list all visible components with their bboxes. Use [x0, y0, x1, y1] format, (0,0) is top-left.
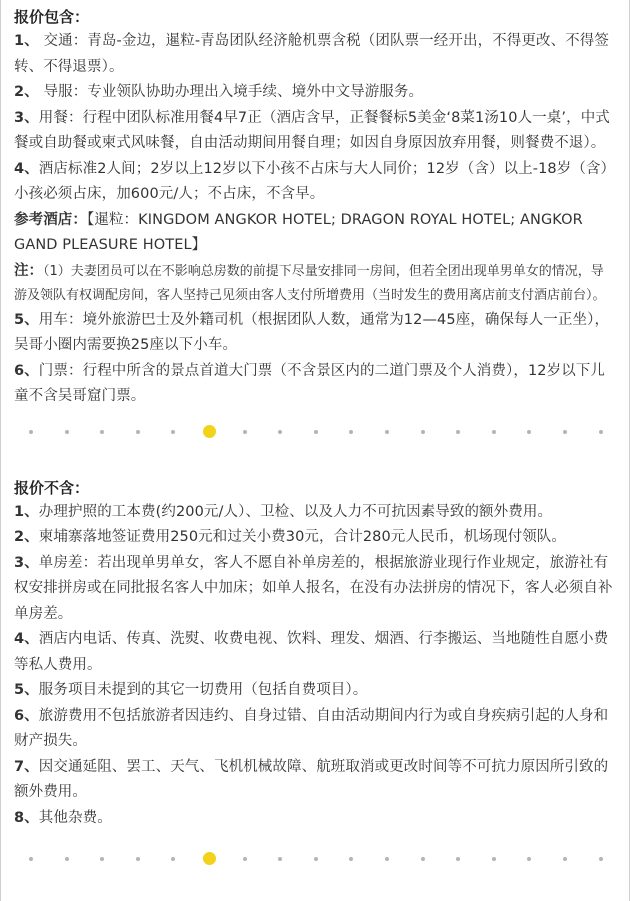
dot-divider — [1, 418, 629, 446]
item-number: 2、 — [14, 84, 39, 100]
included-item-3 — [14, 106, 615, 157]
divider-dot — [278, 857, 282, 861]
item-text: 酒店标准2人间；2岁以上12岁以下小孩不占床与大人同价；12岁（含）以上-18岁（含）小孩必须占床，加600元/人；不占床，不含早。 — [14, 160, 608, 202]
divider-dot — [563, 857, 567, 861]
item-number: 5、 — [14, 682, 39, 698]
included-section — [1, 0, 629, 410]
divider-dot — [29, 857, 33, 861]
item-number: 2、 — [14, 529, 39, 545]
divider-dot — [65, 857, 69, 861]
item-text: 办理护照的工本费(约200元/人）、卫检、以及人力不可抗因素导致的额外费用。 — [38, 503, 553, 520]
included-item-6 — [14, 359, 615, 410]
divider-dot — [349, 857, 353, 861]
item-number: 5、 — [14, 311, 39, 328]
divider-dot — [243, 430, 247, 434]
item-number: 3、 — [14, 554, 39, 571]
active-dot — [203, 852, 216, 865]
divider-dot — [456, 857, 460, 861]
divider-dot — [492, 430, 496, 434]
excluded-section — [1, 446, 629, 832]
item-text: 用车：境外旅游巴士及外籍司机（根据团队人数，通常为12—45座，确保每人一正坐），吴哥小圈内需要换25座以下小车。 — [14, 311, 610, 353]
dot-divider — [1, 845, 629, 873]
excluded-item-3 — [14, 551, 615, 628]
divider-dot — [278, 430, 282, 434]
excluded-heading: 报价不含： — [14, 478, 90, 497]
included-heading: 报价包含： — [14, 8, 90, 26]
reference-hotels — [14, 208, 615, 259]
excluded-item-2 — [14, 525, 615, 551]
divider-dot — [421, 857, 425, 861]
room-note — [14, 259, 615, 308]
included-item-5 — [14, 308, 615, 359]
item-number: 6、 — [14, 362, 39, 379]
included-item-2 — [14, 80, 615, 106]
divider-dot — [29, 430, 33, 434]
divider-dot — [171, 857, 175, 861]
divider-dot — [314, 857, 318, 861]
divider-dot — [65, 430, 69, 434]
divider-dot — [527, 430, 531, 434]
divider-dot — [527, 857, 531, 861]
divider-dot — [492, 857, 496, 861]
hotels-text: 【暹粒：KINGDOM ANGKOR HOTEL; DRAGON ROYAL HOTEL; ANGKOR GAND PLEASURE HOTEL】 — [14, 211, 583, 253]
item-number: 3、 — [14, 109, 39, 126]
note-label: 注： — [14, 262, 43, 279]
divider-dot — [136, 857, 140, 861]
item-number: 8、 — [14, 809, 39, 826]
divider-dot — [599, 857, 603, 861]
note-text: （1）夫妻团员可以在不影响总房数的前提下尽量安排同一房间，但若全团出现单男单女的情况，导游及领队有权调配房间，客人坚持己见须由客人支付所增费用（当时发生的费用离店前支付酒店前台）。 — [14, 263, 606, 303]
item-text: 导服：专业领队协助办理出入境手续、境外中文导游服务。 — [38, 84, 424, 100]
divider-dot — [421, 430, 425, 434]
divider-dot — [599, 430, 603, 434]
divider-dot — [349, 430, 353, 434]
divider-dot — [563, 430, 567, 434]
divider-dot — [243, 857, 247, 861]
active-dot — [203, 425, 216, 438]
divider-dot — [100, 430, 104, 434]
divider-dot — [314, 430, 318, 434]
item-text: 单房差：若出现单男单女，客人不愿自补单房差的，根据旅游业现行作业规定，旅游社有权安排拼房或在同批报名客人中加床；如单人报名，在没有办法拼房的情况下，客人必须自补单房差。 — [14, 554, 613, 622]
divider-dot — [385, 857, 389, 861]
hotels-label: 参考酒店： — [14, 211, 87, 228]
excluded-item-1 — [14, 500, 615, 526]
item-text: 因交通延阻、罢工、天气、飞机机械故障、航班取消或更改时间等不可抗力原因所引致的额外费用。 — [14, 758, 609, 800]
divider-dot — [171, 430, 175, 434]
item-number: 6、 — [14, 707, 39, 724]
excluded-item-6 — [14, 704, 615, 755]
excluded-item-8 — [14, 806, 615, 832]
included-item-1 — [14, 29, 615, 80]
item-number: 7、 — [14, 758, 39, 775]
excluded-item-7 — [14, 755, 615, 806]
excluded-item-5 — [14, 678, 615, 704]
item-text: 柬埔寨落地签证费用250元和过关小费30元，合计280元人民币，机场现付领队。 — [38, 529, 566, 545]
item-number: 1、 — [14, 33, 39, 49]
item-text: 旅游费用不包括旅游者因违约、自身过错、自由活动期间内行为或自身疾病引起的人身和财产损失。 — [14, 707, 609, 749]
item-text: 用餐：行程中团队标准用餐4早7正（酒店含早，正餐餐标5美金‘8菜1汤10人一桌’，中式餐或自助餐或柬式风味餐，自由活动期间用餐自理；如因自身原因放弃用餐，则餐费不退）。 — [14, 109, 610, 151]
excluded-item-4 — [14, 627, 615, 678]
item-text: 交通：青岛-金边，暹粒-青岛团队经济舱机票含税（团队票一经开出，不得更改、不得签转、不得退票）。 — [14, 33, 609, 75]
item-number: 1、 — [14, 503, 39, 520]
item-text: 酒店内电话、传真、洗熨、收费电视、饮料、理发、烟酒、行李搬运、当地随性自愿小费等私人费用。 — [14, 631, 609, 673]
divider-dot — [456, 430, 460, 434]
divider-dot — [136, 430, 140, 434]
item-text: 服务项目未提到的其它一切费用（包括自费项目）。 — [38, 682, 368, 698]
item-number: 4、 — [14, 160, 39, 177]
item-text: 其他杂费。 — [38, 809, 112, 826]
item-text: 门票：行程中所含的景点首道大门票（不含景区内的二道门票及个人消费），12岁以下儿童不含吴哥窟门票。 — [14, 362, 605, 404]
divider-dot — [100, 857, 104, 861]
included-item-4 — [14, 157, 615, 208]
divider-dot — [385, 430, 389, 434]
item-number: 4、 — [14, 631, 39, 647]
